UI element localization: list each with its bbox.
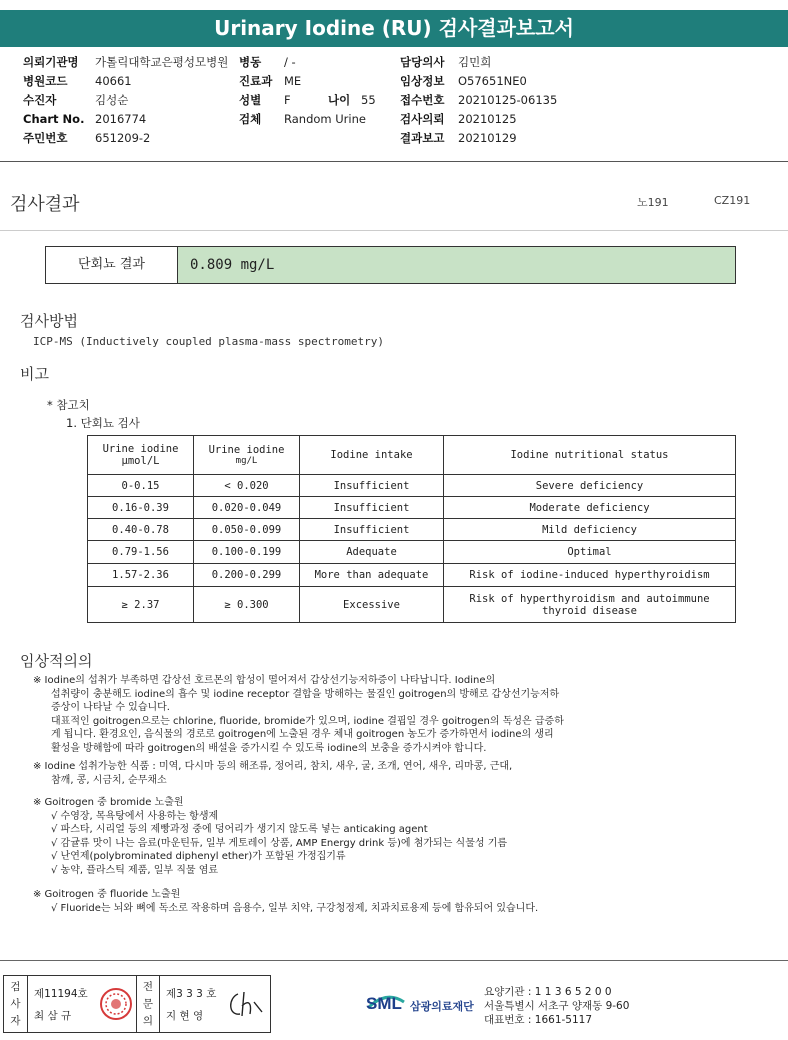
table-cell: Insufficient bbox=[300, 475, 444, 497]
table-row bbox=[88, 564, 736, 587]
table-cell: 0.050-0.099 bbox=[194, 519, 300, 541]
header-row: 병원코드 40661 bbox=[23, 74, 132, 88]
result-box bbox=[45, 246, 736, 284]
header-divider bbox=[0, 161, 788, 162]
checker-label: 전 문 의 bbox=[136, 976, 160, 1032]
table-cell: Insufficient bbox=[300, 519, 444, 541]
table-cell: Optimal bbox=[444, 541, 736, 564]
result-label: 단회뇨 결과 bbox=[78, 257, 145, 272]
header-row: 접수번호 20210125-06135 bbox=[400, 93, 558, 107]
org-info: 요양기관 : 1 1 3 6 5 2 0 0 서울특별시 서초구 양재동 9-60 대표번호 : 1661-5117 bbox=[484, 986, 630, 1026]
sml-logo bbox=[366, 986, 474, 1022]
code-1: 노191 bbox=[637, 196, 669, 209]
results-divider bbox=[0, 230, 788, 231]
header-row: 진료과 ME bbox=[239, 74, 302, 88]
header-row: 검체 Random Urine bbox=[239, 112, 366, 126]
table-cell: 0.40-0.78 bbox=[88, 519, 194, 541]
checker-number: 제3 3 3 호 bbox=[166, 988, 217, 1000]
method-text: ICP-MS (Inductively coupled plasma-mass spectrometry) bbox=[33, 335, 384, 348]
table-row bbox=[88, 475, 736, 497]
header-row: 결과보고 20210129 bbox=[400, 131, 517, 145]
tester-label: 검 사 자 bbox=[4, 976, 28, 1032]
header-row: 담당의사 김민희 bbox=[400, 55, 492, 69]
org-name: 삼광의료재단 bbox=[410, 1000, 474, 1013]
table-cell: ≥ 0.300 bbox=[194, 587, 300, 623]
table-row bbox=[88, 587, 736, 623]
reference-subtitle: 1. 단회뇨 검사 bbox=[66, 416, 140, 430]
header-row: 의뢰기관명 가톨릭대학교은평성모병원 bbox=[23, 55, 229, 69]
header-mid bbox=[239, 53, 376, 129]
table-header-cell: Urine iodine mg/L bbox=[194, 436, 300, 475]
header-left bbox=[23, 53, 228, 148]
clinical-heading: 임상적의의 bbox=[20, 652, 93, 670]
checker-name: 지 현 영 bbox=[166, 1010, 204, 1022]
table-cell: Mild deficiency bbox=[444, 519, 736, 541]
table-row bbox=[88, 519, 736, 541]
table-cell: 0-0.15 bbox=[88, 475, 194, 497]
header-row: Chart No. 2016774 bbox=[23, 112, 147, 126]
report-title: Urinary Iodine (RU) 검사결과보고서 bbox=[0, 10, 788, 47]
table-header-cell: Iodine nutritional status bbox=[444, 436, 736, 475]
header-row: 검사의뢰 20210125 bbox=[400, 112, 517, 126]
checker-signature bbox=[226, 988, 264, 1020]
result-value: 0.809 mg/L bbox=[177, 247, 735, 283]
header-row: 임상정보 O57651NE0 bbox=[400, 74, 527, 88]
table-cell: 1.57-2.36 bbox=[88, 564, 194, 587]
header-row: 병동 / - bbox=[239, 55, 296, 69]
reference-table bbox=[87, 435, 736, 623]
table-cell: Moderate deficiency bbox=[444, 497, 736, 519]
note-fluoride: ※ Goitrogen 중 fluoride 노출원 √ Fluoride는 뇌와 뼈에 독소로 작용하며 음용수, 일부 치약, 구강청정제, 치과치료용제 등에 함유되어 있습니다. bbox=[33, 889, 539, 914]
table-cell: Severe deficiency bbox=[444, 475, 736, 497]
table-cell: ≥ 2.37 bbox=[88, 587, 194, 623]
signature-box bbox=[3, 975, 271, 1033]
table-cell: Risk of iodine-induced hyperthyroidism bbox=[444, 564, 736, 587]
table-row bbox=[88, 497, 736, 519]
table-cell: < 0.020 bbox=[194, 475, 300, 497]
table-cell: More than adequate bbox=[300, 564, 444, 587]
table-header-cell: Iodine intake bbox=[300, 436, 444, 475]
table-row bbox=[88, 541, 736, 564]
table-cell: Risk of hyperthyroidism and autoimmune thyroid disease bbox=[444, 587, 736, 623]
note-paragraph-2: ※ Iodine 섭취가능한 식품 : 미역, 다시마 등의 해조류, 정어리, 참치, 새우, 굴, 조개, 연어, 새우, 리마콩, 근대, 참깨, 콩, 시금치, 순무채소 bbox=[33, 761, 513, 786]
table-cell: 0.16-0.39 bbox=[88, 497, 194, 519]
header-row: 주민번호 651209-2 bbox=[23, 131, 151, 145]
reference-label: * 참고치 bbox=[47, 398, 90, 412]
table-cell: Excessive bbox=[300, 587, 444, 623]
table-header-row bbox=[88, 436, 736, 475]
code-2: CZ191 bbox=[714, 194, 751, 207]
table-cell: 0.200-0.299 bbox=[194, 564, 300, 587]
header-right bbox=[400, 53, 557, 148]
tester-seal bbox=[99, 986, 133, 1022]
method-heading: 검사방법 bbox=[20, 312, 78, 330]
note-bromide: ※ Goitrogen 중 bromide 노출원 √ 수영장, 목욕탕에서 사용하는 항생제 √ 파스타, 시리얼 등의 제빵과정 중에 덩어리가 생기지 않도록 넣는 anticaking agent √ 감귤류 맛이 나는 음료(마운틴듀, 일부 게토레이 상품, AMP Energy drink 등)에 첨가되는 식물성 기름 √ 난연제(polybrominated diphenyl ether)가 포함된 가정집기류 √ 농약, 플라스틱 제품, 일부 직물 염료 bbox=[33, 797, 508, 876]
footer-divider bbox=[0, 960, 788, 961]
header-row: 성별 F 나이 55 bbox=[239, 93, 376, 107]
table-cell: 0.100-0.199 bbox=[194, 541, 300, 564]
table-header-cell: Urine iodine μmol/L bbox=[88, 436, 194, 475]
table-cell: 0.79-1.56 bbox=[88, 541, 194, 564]
note-paragraph-1: ※ Iodine의 섭취가 부족하면 갑상선 호르몬의 합성이 떨어져서 갑상선기능저하증이 나타납니다. Iodine의 섭취량이 충분해도 iodine의 흡수 및 iodine receptor 결합을 방해하는 물질인 goitrogen의 방해로 갑상선기능저하 증상이 나타날 수 있습니다. 대표적인 goitrogen으로는 chlorine, fluoride, bromide가 있으며, iodine 결핍일 경우 goitrogen의 독성은 급증하 게 됩니다. 환경요인, 음식물의 경로로 goitrogen에 노출된 경우 체내 goitrogen 농도가 증가하면서 iodine의 생리 활성을 방해함에 따라 goitrogen의 배설을 증가시킬 수 있도록 iodine의 보충을 증가시켜야 합니다. bbox=[33, 675, 564, 754]
results-heading: 검사결과 bbox=[10, 194, 80, 215]
table-cell: 0.020-0.049 bbox=[194, 497, 300, 519]
tester-number: 제11194호 bbox=[34, 988, 88, 1000]
remarks-heading: 비고 bbox=[20, 365, 49, 383]
table-cell: Adequate bbox=[300, 541, 444, 564]
logo-text: SML bbox=[366, 994, 402, 1013]
table-cell: Insufficient bbox=[300, 497, 444, 519]
header-row: 수진자 김성순 bbox=[23, 93, 129, 107]
tester-name: 최 삼 규 bbox=[34, 1010, 72, 1022]
